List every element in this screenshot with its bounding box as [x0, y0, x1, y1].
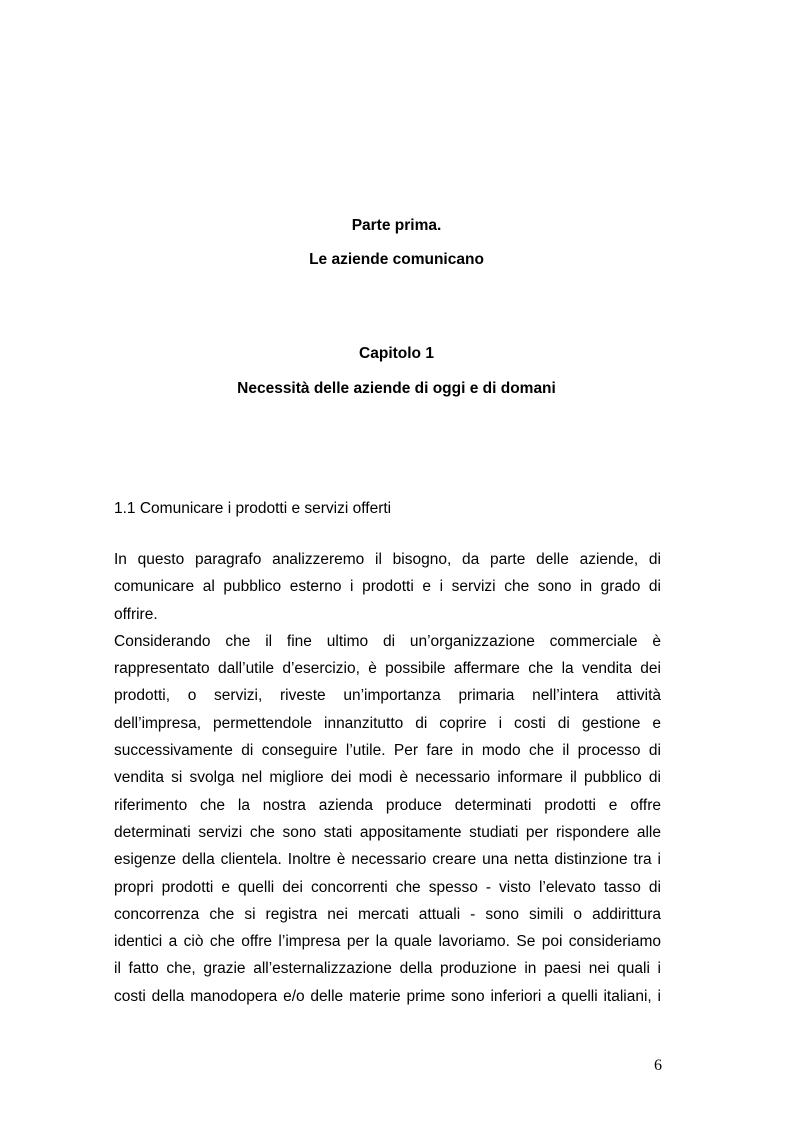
body-line: concorrenza che si registra nei mercati attuali - sono simili o addirittura: [114, 905, 661, 923]
body-line: vendita si svolga nel migliore dei modi è necessario informare il pubblico di: [114, 769, 661, 787]
body-line: prodotti, o servizi, riveste un’importanza primaria nell’intera attività: [114, 687, 661, 705]
part-title: Parte prima.: [351, 217, 442, 234]
body-line: comunicare al pubblico esterno i prodotti e i servizi che sono in grado di: [114, 578, 661, 596]
body-line: identici a ciò che offre l’impresa per la quale lavoriamo. Se poi consideriamo: [114, 933, 661, 951]
body-line: successivamente di conseguire l’utile. Per fare in modo che il processo di: [114, 742, 661, 760]
chapter-title: Necessità delle aziende di oggi e di domani: [237, 380, 556, 397]
body-line: determinati servizi che sono stati appositamente studiati per rispondere alle: [114, 823, 661, 841]
chapter-number: Capitolo 1: [359, 345, 434, 362]
body-line: Considerando che il fine ultimo di un’organizzazione commerciale è: [114, 632, 661, 650]
body-line: riferimento che la nostra azienda produce determinati prodotti e offre: [114, 796, 661, 814]
body-line: rappresentato dall’utile d’esercizio, è possibile affermare che la vendita dei: [114, 660, 661, 678]
body-line: propri prodotti e quelli dei concorrenti che spesso - visto l’elevato tasso di: [114, 878, 661, 896]
page-number: 6: [654, 1057, 662, 1074]
body-line: costi della manodopera e/o delle materie prime sono inferiori a quelli italiani, i: [114, 987, 661, 1005]
section-heading: 1.1 Comunicare i prodotti e servizi offerti: [114, 500, 392, 517]
body-text: [114, 546, 661, 1010]
body-line: offrire.: [114, 605, 158, 623]
body-line: il fatto che, grazie all’esternalizzazione della produzione in paesi nei quali i: [114, 960, 661, 978]
part-subtitle: Le aziende comunicano: [309, 251, 484, 268]
body-line: esigenze della clientela. Inoltre è necessario creare una netta distinzione tra i: [114, 851, 661, 869]
body-line: dell’impresa, permettendole innanzitutto di coprire i costi di gestione e: [114, 714, 661, 732]
body-line: In questo paragrafo analizzeremo il bisogno, da parte delle aziende, di: [114, 551, 661, 568]
